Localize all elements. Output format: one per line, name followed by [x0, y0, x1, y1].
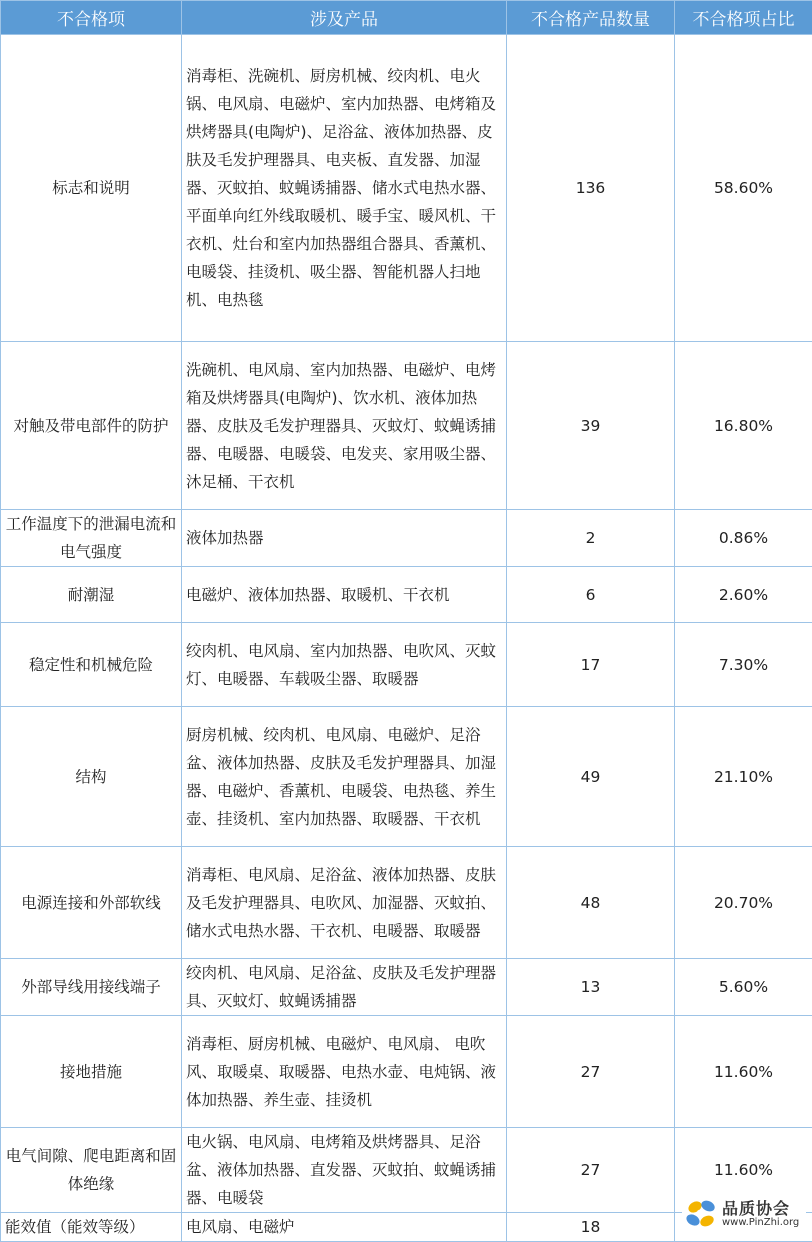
header-percent: 不合格项占比 [675, 1, 812, 35]
products-cell: 洗碗机、电风扇、室内加热器、电磁炉、电烤箱及烘烤器具(电陶炉)、饮水机、液体加热器、皮肤及毛发护理器具、灭蚊灯、蚊蝇诱捕器、电暖器、电暖袋、电发夹、家用吸尘器、沐足桶、干衣机 [182, 342, 507, 510]
item-cell: 电气间隙、爬电距离和固体绝缘 [1, 1128, 182, 1213]
percent-cell: 0.86% [675, 510, 812, 567]
table-row [1, 510, 812, 567]
flower-logo-icon [684, 1197, 718, 1231]
header-products: 涉及产品 [182, 1, 507, 35]
header-count: 不合格产品数量 [507, 1, 675, 35]
percent-cell: 58.60% [675, 35, 812, 342]
header-item: 不合格项 [1, 1, 182, 35]
table-row [1, 342, 812, 510]
count-cell: 39 [507, 342, 675, 510]
products-cell: 液体加热器 [182, 510, 507, 567]
item-cell: 标志和说明 [1, 35, 182, 342]
item-cell: 能效值（能效等级） [1, 1213, 182, 1242]
products-cell: 绞肉机、电风扇、室内加热器、电吹风、灭蚊灯、电暖器、车载吸尘器、取暖器 [182, 623, 507, 707]
item-cell: 电源连接和外部软线 [1, 847, 182, 959]
count-cell: 18 [507, 1213, 675, 1242]
products-cell: 电火锅、电风扇、电烤箱及烘烤器具、足浴盆、液体加热器、直发器、灭蚊拍、蚊蝇诱捕器、电暖袋 [182, 1128, 507, 1213]
percent-cell: 11.60% [675, 1016, 812, 1128]
table-row [1, 959, 812, 1016]
item-cell: 稳定性和机械危险 [1, 623, 182, 707]
item-cell: 耐潮湿 [1, 567, 182, 623]
item-cell: 外部导线用接线端子 [1, 959, 182, 1016]
products-cell: 消毒柜、电风扇、足浴盆、液体加热器、皮肤及毛发护理器具、电吹风、加湿器、灭蚊拍、储水式电热水器、干衣机、电暖器、取暖器 [182, 847, 507, 959]
percent-cell: 21.10% [675, 707, 812, 847]
percent-cell: 11.60% [675, 1128, 812, 1213]
table-row [1, 35, 812, 342]
count-cell: 6 [507, 567, 675, 623]
table-row [1, 707, 812, 847]
table-row [1, 623, 812, 707]
count-cell: 27 [507, 1016, 675, 1128]
count-cell: 48 [507, 847, 675, 959]
table-row [1, 1016, 812, 1128]
percent-cell: 20.70% [675, 847, 812, 959]
item-cell: 对触及带电部件的防护 [1, 342, 182, 510]
percent-cell: 7.30% [675, 623, 812, 707]
products-cell: 电磁炉、液体加热器、取暖机、干衣机 [182, 567, 507, 623]
count-cell: 17 [507, 623, 675, 707]
table-row [1, 567, 812, 623]
watermark [682, 1196, 806, 1232]
percent-cell: 16.80% [675, 342, 812, 510]
table-row [1, 847, 812, 959]
count-cell: 2 [507, 510, 675, 567]
count-cell: 13 [507, 959, 675, 1016]
products-cell: 绞肉机、电风扇、足浴盆、皮肤及毛发护理器具、灭蚊灯、蚊蝇诱捕器 [182, 959, 507, 1016]
products-cell: 电风扇、电磁炉 [182, 1213, 507, 1242]
count-cell: 49 [507, 707, 675, 847]
percent-cell: 5.60% [675, 959, 812, 1016]
products-cell: 厨房机械、绞肉机、电风扇、电磁炉、足浴盆、液体加热器、皮肤及毛发护理器具、加湿器、电磁炉、香薰机、电暖袋、电热毯、养生壶、挂烫机、室内加热器、取暖器、干衣机 [182, 707, 507, 847]
header-row [1, 1, 812, 35]
products-cell: 消毒柜、洗碗机、厨房机械、绞肉机、电火锅、电风扇、电磁炉、室内加热器、电烤箱及烘烤器具(电陶炉)、足浴盆、液体加热器、皮肤及毛发护理器具、电夹板、直发器、加湿器、灭蚊拍、蚊蝇诱捕器、储水式电热水器、平面单向红外线取暖机、暖手宝、暖风机、干衣机、灶台和室内加热器组合器具、香薰机、电暖袋、挂烫机、吸尘器、智能机器人扫地机、电热毯 [182, 35, 507, 342]
item-cell: 接地措施 [1, 1016, 182, 1128]
item-cell: 工作温度下的泄漏电流和电气强度 [1, 510, 182, 567]
watermark-url: www.PinZhi.org [722, 1217, 799, 1228]
products-cell: 消毒柜、厨房机械、电磁炉、电风扇、 电吹风、取暖桌、取暖器、电热水壶、电炖锅、液体加热器、养生壶、挂烫机 [182, 1016, 507, 1128]
item-cell: 结构 [1, 707, 182, 847]
percent-cell: 2.60% [675, 567, 812, 623]
count-cell: 136 [507, 35, 675, 342]
watermark-name: 品质协会 [722, 1196, 790, 1219]
count-cell: 27 [507, 1128, 675, 1213]
